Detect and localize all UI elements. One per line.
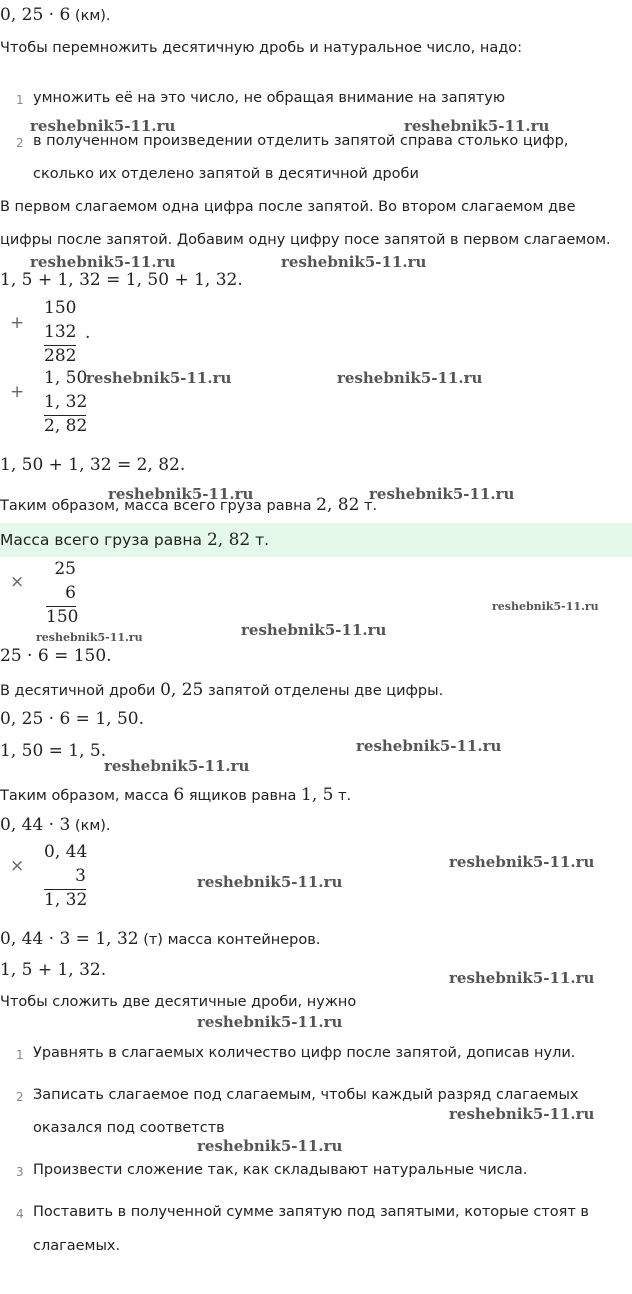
list-item-continued: сколько их отделено запятой в десятичной дроби [33, 166, 419, 182]
list-number: 4 [16, 1207, 24, 1221]
column-operand: 150 [44, 298, 77, 318]
column-result: 282 [44, 346, 77, 366]
column-operand: 1, 50 [44, 368, 88, 388]
watermark: reshebnik5-11.ru [337, 369, 483, 387]
watermark: reshebnik5-11.ru [104, 757, 250, 775]
watermark: reshebnik5-11.ru [197, 873, 343, 891]
paragraph-text: запятой отделены две цифры. [203, 683, 444, 699]
column-operand: 6 [65, 583, 76, 603]
unit-label: т. [250, 531, 270, 549]
answer-text: Масса всего груза равна [0, 531, 207, 549]
math-value: 0, 25 [160, 680, 204, 700]
conclusion [0, 785, 351, 805]
math-expression: 0, 44 · 3 = 1, 32 [0, 929, 139, 949]
watermark: reshebnik5-11.ru [449, 853, 595, 871]
paragraph-text: В десятичной дроби [0, 683, 161, 699]
multiply-icon: × [10, 856, 25, 876]
list-number: 1 [16, 1048, 24, 1062]
watermark: reshebnik5-11.ru [492, 600, 599, 613]
list-item: в полученном произведении отделить запятой справа столько цифр, [33, 133, 569, 149]
paragraph-text: (т) масса контейнеров. [138, 932, 321, 948]
expression-line [0, 815, 111, 835]
rule-intro: Чтобы сложить две десятичные дроби, нужно [0, 994, 357, 1010]
watermark: reshebnik5-11.ru [449, 969, 595, 987]
plus-icon: + [10, 382, 25, 402]
watermark: reshebnik5-11.ru [241, 621, 387, 639]
unit-label: (км). [70, 818, 111, 834]
equation: 1, 5 + 1, 32. [0, 960, 107, 980]
equation: 1, 50 + 1, 32 = 2, 82. [0, 455, 186, 475]
list-item-continued: слагаемых. [33, 1238, 121, 1254]
list-item: Записать слагаемое под слагаемым, чтобы каждый разряд слагаемых [33, 1087, 579, 1103]
math-value: 2, 82 [206, 530, 251, 550]
watermark: reshebnik5-11.ru [197, 1137, 343, 1155]
list-number: 2 [16, 1090, 24, 1104]
column-result: 2, 82 [44, 416, 88, 436]
watermark: reshebnik5-11.ru [197, 1013, 343, 1031]
watermark: reshebnik5-11.ru [404, 117, 550, 135]
watermark: reshebnik5-11.ru [30, 253, 176, 271]
column-operand: 25 [54, 559, 76, 579]
equation: 0, 25 · 6 = 1, 50. [0, 709, 144, 729]
paragraph [0, 680, 443, 700]
math-expression: 0, 25 · 6 [0, 5, 71, 25]
conclusion-text: ящиков равна [184, 788, 302, 804]
column-operand: 0, 44 [44, 842, 88, 862]
equation: 25 · 6 = 150. [0, 646, 112, 666]
conclusion-text: Таким образом, масса всего груза равна [0, 498, 317, 514]
column-tail: . [85, 323, 91, 343]
equation: 1, 5 + 1, 32 = 1, 50 + 1, 32. [0, 270, 243, 290]
expression-line [0, 929, 320, 949]
unit-label: т. [359, 498, 378, 514]
paragraph: цифры после запятой. Добавим одну цифру посе запятой в первом слагаемом. [0, 232, 611, 248]
watermark: reshebnik5-11.ru [30, 117, 176, 135]
list-item-continued: оказался под соответств [33, 1120, 225, 1136]
math-value: 2, 82 [316, 495, 360, 515]
math-value: 6 [173, 785, 185, 805]
unit-label: т. [333, 788, 352, 804]
watermark: reshebnik5-11.ru [108, 485, 254, 503]
list-item: Уравнять в слагаемых количество цифр после запятой, дописав нули. [33, 1045, 576, 1061]
column-result: 150 [46, 607, 79, 627]
watermark: reshebnik5-11.ru [369, 485, 515, 503]
math-value: 1, 5 [301, 785, 334, 805]
watermark: reshebnik5-11.ru [449, 1105, 595, 1123]
watermark: reshebnik5-11.ru [86, 369, 232, 387]
watermark: reshebnik5-11.ru [356, 737, 502, 755]
watermark: reshebnik5-11.ru [281, 253, 427, 271]
list-number: 2 [16, 136, 24, 150]
expression-line [0, 5, 111, 25]
list-item: Поставить в полученной сумме запятую под запятыми, которые стоят в [33, 1204, 589, 1220]
conclusion-text: Таким образом, масса [0, 788, 174, 804]
unit-label: (км). [70, 8, 111, 24]
column-operand: 3 [75, 866, 86, 886]
rule-intro: Чтобы перемножить десятичную дробь и натуральное число, надо: [0, 40, 522, 56]
math-expression: 0, 44 · 3 [0, 815, 71, 835]
column-operand: 1, 32 [44, 392, 88, 412]
column-result: 1, 32 [44, 890, 88, 910]
list-number: 3 [16, 1165, 24, 1179]
equation: 1, 50 = 1, 5. [0, 741, 107, 761]
column-operand: 132 [44, 322, 77, 342]
multiply-icon: × [10, 572, 25, 592]
watermark: reshebnik5-11.ru [36, 631, 143, 644]
list-item: Произвести сложение так, как складывают натуральные числа. [33, 1162, 528, 1178]
list-item: умножить её на это число, не обращая внимание на запятую [33, 90, 506, 106]
answer-line [0, 530, 269, 550]
list-number: 1 [16, 93, 24, 107]
paragraph: В первом слагаемом одна цифра после запятой. Во втором слагаемом две [0, 199, 576, 215]
plus-icon: + [10, 313, 25, 333]
